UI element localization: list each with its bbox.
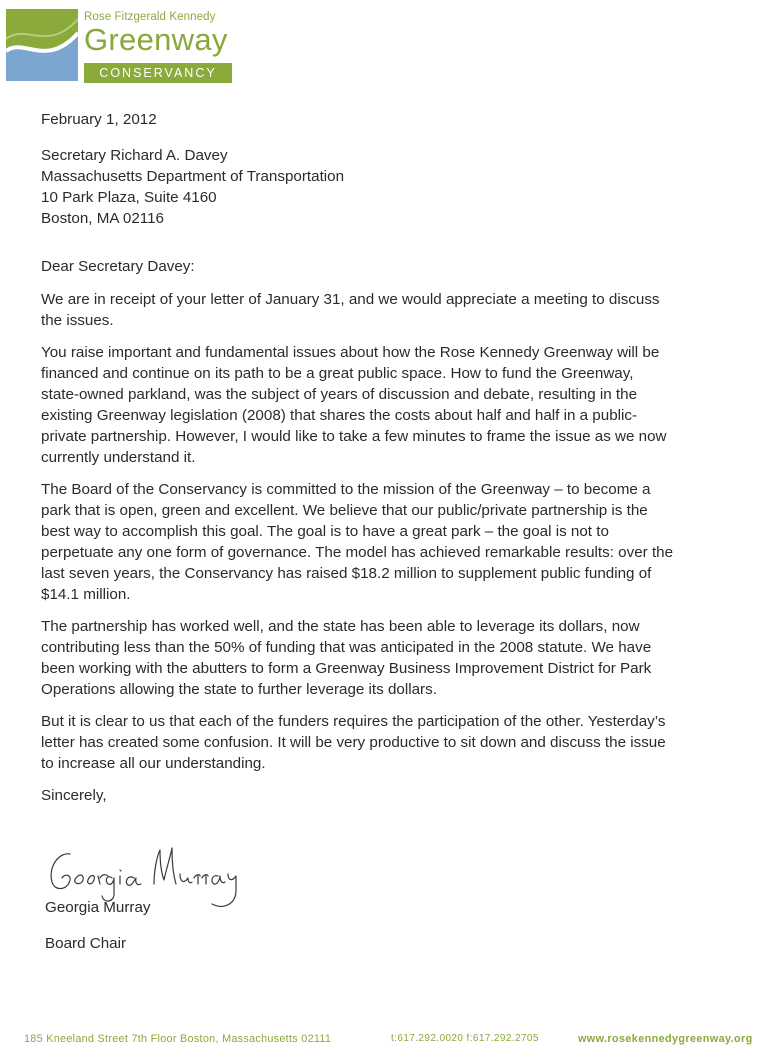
signer-name: Georgia Murray (45, 899, 151, 916)
logo-wordmark: Greenway (84, 22, 228, 57)
footer-address: 185 Kneeland Street 7th Floor Boston, Massachusetts 02111 (24, 1033, 332, 1045)
recipient-line: Secretary Richard A. Davey (41, 147, 228, 164)
paragraph (41, 616, 741, 700)
closing: Sincerely, (41, 787, 107, 804)
logo-tagline: Rose Fitzgerald Kennedy (84, 11, 216, 23)
recipient-line: 10 Park Plaza, Suite 4160 (41, 189, 217, 206)
paragraph-line: The partnership has worked well, and the state has been able to leverage its dollars, now (41, 618, 640, 635)
paragraph-line: We are in receipt of your letter of January 31, and we would appreciate a meeting to discuss (41, 291, 660, 308)
paragraph-line: state-owned parkland, was the subject of years of discussion and debate, resulting in the (41, 386, 638, 403)
signer-title: Board Chair (45, 935, 127, 952)
paragraph-line: been working with the abutters to form a Greenway Business Improvement District for Park (41, 660, 652, 677)
greenway-conservancy-logo (6, 5, 228, 81)
paragraph-line: currently understand it. (41, 449, 196, 466)
paragraph-line: Operations allowing the state to further leverage its dollars. (41, 681, 437, 698)
paragraph (41, 289, 741, 331)
paragraph-line: private partnership. However, I would like to take a few minutes to frame the issue as we now (41, 428, 667, 445)
salutation: Dear Secretary Davey: (41, 258, 195, 275)
recipient-address-block (41, 145, 741, 229)
footer-phone-fax: t:617.292.0020 f:617.292.2705 (391, 1033, 539, 1044)
paragraph-line: perpetuate any one form of governance. The model has achieved remarkable results: over the (41, 544, 674, 561)
footer-website: www.rosekennedygreenway.org (578, 1033, 753, 1045)
letterhead-footer (24, 1031, 764, 1049)
paragraph (41, 342, 741, 468)
recipient-line: Boston, MA 02116 (41, 210, 164, 227)
paragraph-line: best way to accomplish this goal. The goal is to have a great park – the goal is not to (41, 523, 609, 540)
greenway-logo-mark-icon (6, 9, 78, 81)
paragraph-line: The Board of the Conservancy is committed to the mission of the Greenway – to become a (41, 481, 651, 498)
paragraph-line: to increase all our understanding. (41, 755, 266, 772)
paragraph-line: the issues. (41, 312, 114, 329)
paragraph-line: existing Greenway legislation (2008) that shares the costs about half and half in a public- (41, 407, 638, 424)
paragraph-line: But it is clear to us that each of the funders requires the participation of the other. Yesterday’s (41, 713, 666, 730)
paragraph (41, 479, 741, 605)
logo-org-band: CONSERVANCY (84, 63, 232, 83)
paragraph-line: You raise important and fundamental issues about how the Rose Kennedy Greenway will be (41, 344, 660, 361)
paragraph (41, 711, 741, 774)
paragraph-line: financed and continue on its path to be a great public space. How to fund the Greenway, (41, 365, 634, 382)
paragraph-line: contributing less than the 50% of funding that was anticipated in the 2008 statute. We have (41, 639, 652, 656)
letter-body (41, 109, 741, 806)
paragraph-line: last seven years, the Conservancy has raised $18.2 million to supplement public funding of (41, 565, 652, 582)
paragraph-line: letter has created some confusion. It will be very productive to sit down and discuss the issue (41, 734, 666, 751)
paragraph-line: $14.1 million. (41, 586, 131, 603)
paragraph-line: park that is open, green and excellent. We believe that our public/private partnership is the (41, 502, 648, 519)
recipient-line: Massachusetts Department of Transportation (41, 168, 345, 185)
letter-date: February 1, 2012 (41, 111, 157, 128)
